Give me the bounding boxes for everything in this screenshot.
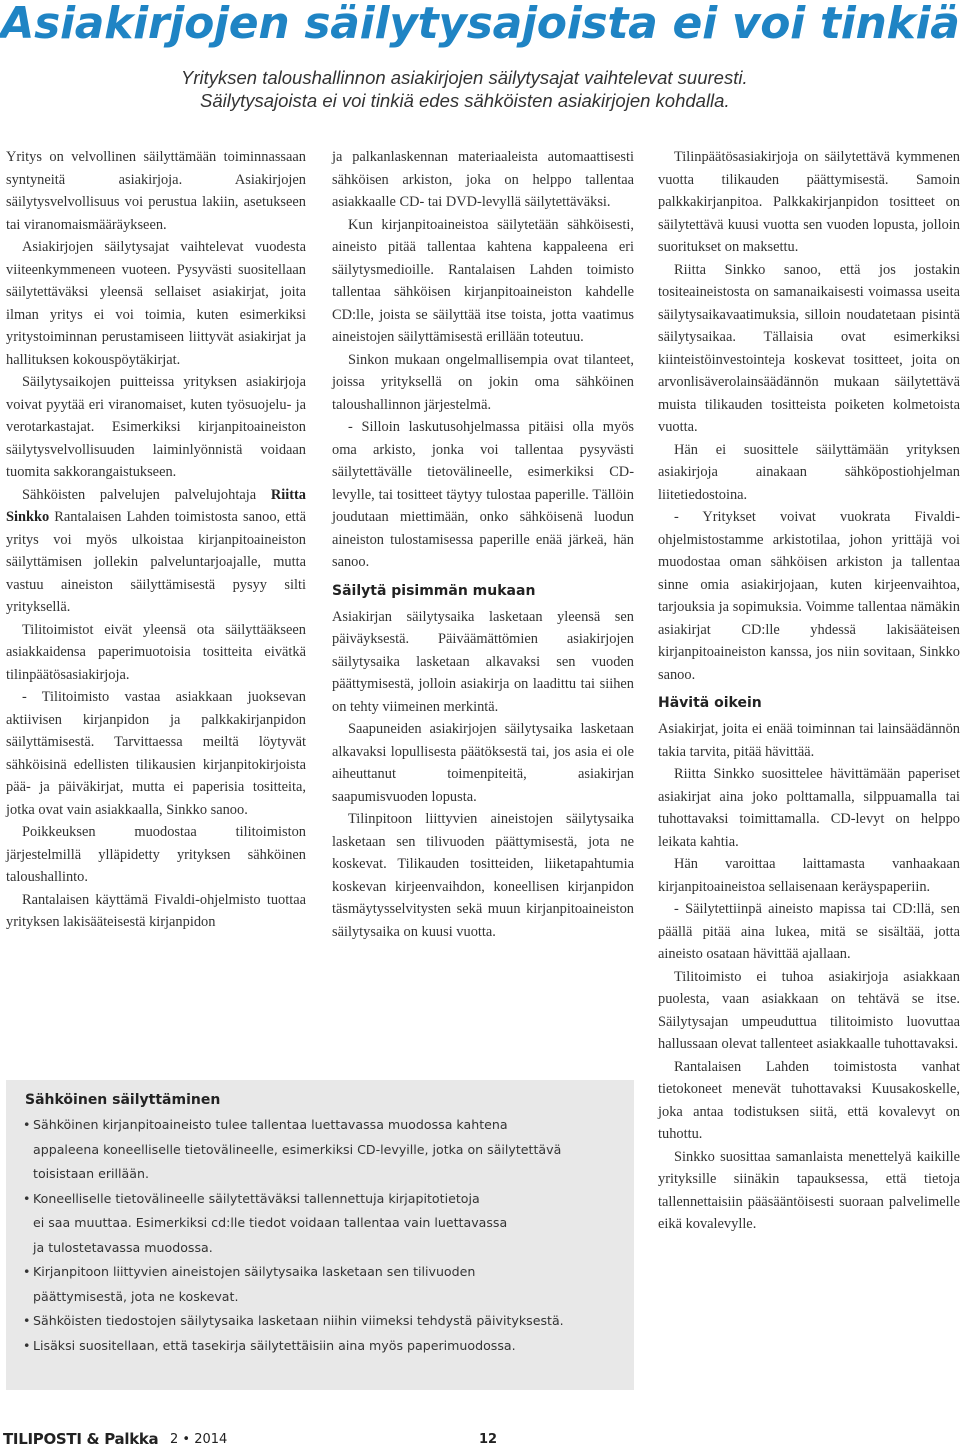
list-line: Sähköisten tiedostojen säilytysaika lasketaan niihin viimeksi tehdystä päivityksestä. <box>33 1313 564 1328</box>
bullet-icon: • <box>23 1337 31 1353</box>
paragraph: Saapuneiden asiakirjojen säilytysaika lasketaan alkavaksi lopullisesta päätöksestä tai, jos asia ei ole aiheuttanut toimenpiteitä, asiakirjan saapumisvuoden lopusta. <box>332 721 634 805</box>
column-3 <box>658 146 960 1236</box>
column-1 <box>6 146 306 934</box>
list-line: appaleena koneelliselle tietovälineelle, esimerkiksi CD-levyille, jotka on säilytettävä <box>33 1141 562 1157</box>
section-heading: Säilytä pisimmän mukaan <box>332 582 536 599</box>
paragraph: Asiakirjat, joita ei enää toiminnan tai lainsäädännön takia tarvita, pitää hävittää. <box>658 721 960 760</box>
paragraph: Asiakirjan säilytysaika lasketaan yleensä sen päiväyksestä. Päiväämättömien asiakirjojen säilytysaika lasketaan alkavaksi sen vuoden päättymisestä, jolloin asiakirja on laadittu tai siihen on tehty viimeinen merkintä. <box>332 608 634 715</box>
list-line: toisistaan erillään. <box>33 1166 149 1181</box>
list-item <box>24 1334 624 1359</box>
bullet-icon: • <box>23 1117 31 1132</box>
paragraph: - Yritykset voivat vuokrata Fivaldi-ohjelmistostamme arkistotilaa, johon yrittäjä voi muodostaa oman sähköisen arkiston ja tallentaa sinne omia asiakirjojaan, kuten kirjeenvaihtoa, tarjouksia ja sopimuksia. Voimme tallentaa nämäkin asiakirjat CD:lle yhdessä lakisääteisen kirjanpitoaineiston kanssa, jos niin sovitaan, Sinkko sanoo. <box>658 509 960 683</box>
paragraph: Sinkko suosittaa samanlaista menettelyä kaikille yrityksille siinäkin tapauksessa, että tietoja tallennettaisiin pääsääntöisesti suoraan palvelimelle eikä kovalevylle. <box>658 1148 960 1232</box>
list-line: Sähköinen kirjanpitoaineisto tulee tallentaa luettavassa muodossa kahtena <box>33 1117 508 1132</box>
paragraph: Säilytysaikojen puitteissa yrityksen asiakirjoja voivat pyytää eri viranomaiset, kuten työsuojelu- ja verotarkastajat. Esimerkiksi kirjanpitoaineiston säilytysvelvollisuuden laiminlyönnistä voidaan tuomita sakkorangaistukseen. <box>6 374 306 480</box>
info-box-title: Sähköinen säilyttäminen <box>25 1092 221 1108</box>
page-number: 12 <box>479 1432 498 1447</box>
paragraph: Asiakirjojen säilytysajat vaihtelevat vuodesta viiteenkymmeneen vuoteen. Pysyvästi suositellaan säilytettäväksi yleensä sellaiset asiakirjat, joita ilman yritys ei voi toimia, kuten esimerkiksi yritystoiminnan perustamiseen liittyvät asiakirjat ja hallituksen kokouspöytäkirjat. <box>6 239 306 368</box>
page-footer <box>0 1427 960 1453</box>
paragraph: Rantalaisen käyttämä Fivaldi-ohjelmisto tuottaa yrityksen lakisääteisestä kirjanpidon <box>6 891 306 930</box>
section-heading: Hävitä oikein <box>658 695 762 711</box>
paragraph: - Tilitoimisto vastaa asiakkaan juoksevan aktiivisen kirjanpidon ja palkkakirjanpidon säilyttämisestä. Tarvittaessa meiltä löytyvät sähköisinä edellisten tilikausien kirjanpitokirjoista pää- ja päiväkirjat, mutta ei paperisia tositteita, jotka ovat vain asiakkaalla, Sinkko sanoo. <box>6 689 306 818</box>
person-name: Riitta Sinkko <box>6 486 306 525</box>
lead-line-1: Yrityksen taloushallinnon asiakirjojen säilytysajat vaihtelevat suuresti. <box>181 67 748 88</box>
magazine-name: TILIPOSTI & Palkka <box>3 1430 159 1448</box>
lead-line-2: Säilytysajoista ei voi tinkiä edes sähköisten asiakirjojen kohdalla. <box>200 90 730 111</box>
paragraph <box>6 484 306 619</box>
list-item <box>24 1187 624 1261</box>
info-box <box>6 1080 634 1390</box>
paragraph-text: Sähköisten palvelujen palvelujohtaja <box>22 486 271 503</box>
column-2 <box>332 146 634 943</box>
paragraph: ja palkanlaskennan materiaaleista automaattisesti sähköisen arkiston, joka on helppo tallentaa asiakkaalle CD- tai DVD-levyllä säilytettäväksi. <box>332 149 634 210</box>
list-line: Kirjanpitoon liittyvien aineistojen säilytysaika lasketaan sen tilivuoden <box>33 1264 476 1279</box>
paragraph: - Säilytettiinpä aineisto mapissa tai CD:llä, sen päällä pitää aina lukea, mitä se sisältää, jotta aineisto osataan hävittää ajallaan. <box>658 901 960 962</box>
list-item <box>24 1260 624 1309</box>
paragraph: Riitta Sinkko suosittelee hävittämään paperiset asiakirjat aina joko polttamalla, silppuamalla tai tuhottavaksi toimittamalla. CD-levyt on helppo leikata kahtia. <box>658 766 960 850</box>
article-headline: Asiakirjojen säilytysajoista ei voi tinkiä <box>0 0 960 49</box>
paragraph: Tilinpäätösasiakirjoja on säilytettävä kymmenen vuotta tilikauden päättymisestä. Samoin palkkakirjanpitoa. Palkkakirjanpidon tositteet on säilytettävä kuusi vuotta sen vuoden lopusta, jolloin suoritukset on maksettu. <box>658 149 960 255</box>
info-box-list <box>24 1113 624 1358</box>
paragraph: - Silloin laskutusohjelmassa pitäisi olla myös oma arkisto, jonka voi tallentaa pysyvästi säilytettävälle tietovälineelle, esimerkiksi CD-levylle, tai tositteet täytyy tulostaa paperille. Tällöin joudutaan miettimään, onko sähköisenä luodun aineiston tulostamisessa paperille enää järkeä, hän sanoo. <box>332 419 634 570</box>
list-line: päättymisestä, jota ne koskevat. <box>33 1288 239 1304</box>
paragraph-text: Rantalaisen Lahden toimistosta sanoo, että yritys voi myös ulkoistaa kirjanpitoaineiston säilyttämisen jollekin palveluntarjoajalle, mutta vastuu aineiston säilyttämisestä pysyy silti yrityksellä. <box>6 509 306 615</box>
list-item <box>24 1309 624 1334</box>
paragraph: Poikkeuksen muodostaa tilitoimiston järjestelmillä ylläpidetty yrityksen sähköinen taloushallinto. <box>6 824 306 885</box>
paragraph: Sinkon mukaan ongelmallisempia ovat tilanteet, joissa yrityksellä on jokin oma sähköinen taloushallinnon järjestelmä. <box>332 351 634 413</box>
paragraph: Tilinpitoon liittyvien aineistojen säilytysaika lasketaan sen tilivuoden päättymisestä, jota ne koskevat. Tilikauden tositteiden, liiketapahtumia koskevan kirjeenvaihdon, koneellisen kirjanpidon täsmäytysselvitysten sekä muun kirjanpitoaineiston säilytysaika on kuusi vuotta. <box>332 811 634 940</box>
paragraph: Tilitoimisto ei tuhoa asiakirjoja asiakkaan puolesta, vaan asiakkaan on tehtävä se itse. Säilytysajan umpeuduttua tilitoimisto luovuttaa hallussaan olevat tallenteet asiakkaalle tuhottavaksi. <box>658 968 960 1052</box>
issue-number: 2 • 2014 <box>170 1432 228 1447</box>
list-item <box>24 1113 624 1187</box>
paragraph: Rantalaisen Lahden toimistosta vanhat tietokoneet menevät tuhottavaksi Kuusakoskelle, joka antaa todistuksen siitä, että kovalevyt on tuhottu. <box>658 1058 960 1142</box>
list-line: ja tulostetavassa muodossa. <box>33 1239 213 1255</box>
list-line: Koneelliselle tietovälineelle säilytettäväksi tallennettuja kirjapitotietoja <box>33 1190 480 1206</box>
paragraph: Kun kirjanpitoaineistoa säilytetään sähköisesti, aineisto pitää tallentaa kahtena kappaleena eri säilytysmedioille. Rantalaisen Lahden toimisto tallentaa sähköisen kirjanpitoaineiston kahdelle CD:lle, joista se säilyttää itse toista, jotta vaatimus aineistojen säilyttämisestä erillään toteutuu. <box>332 216 634 345</box>
paragraph: Hän ei suosittele säilyttämään yrityksen asiakirjoja ainakaan sähköpostiohjelman liitetiedostoina. <box>658 441 960 503</box>
list-line: Lisäksi suositellaan, että tasekirja säilytettäisiin aina myös paperimuodossa. <box>33 1337 516 1353</box>
list-line: ei saa muuttaa. Esimerkiksi cd:lle tiedot voidaan tallentaa vain luettavassa <box>33 1215 508 1230</box>
bullet-icon: • <box>23 1264 31 1279</box>
bullet-icon: • <box>23 1190 31 1206</box>
bullet-icon: • <box>23 1313 31 1328</box>
paragraph: Tilitoimistot eivät yleensä ota säilyttääkseen asiakkaidensa paperimuotoisia tositteita eivätkä tilinpäätösasiakirjoja. <box>6 621 306 683</box>
paragraph: Hän varoittaa laittamasta vanhaakaan kirjanpitoaineistoa sellaisenaan keräyspaperiin. <box>658 856 960 895</box>
paragraph: Yritys on velvollinen säilyttämään toiminnassaan syntyneitä asiakirjoja. Asiakirjojen säilytysvelvollisuus voi perustua lakiin, asetukseen tai viranomaismääräykseen. <box>6 149 306 233</box>
paragraph: Riitta Sinkko sanoo, että jos jostakin tositeaineistosta on samanaikaisesti voimassa useita säilytysaikavaatimuksia, silloin noudatetaan pisintä säilytysaikaa. Tällaisia ovat esimerkiksi kiinteistöinvestointeja koskevat tositteet, joita on arvonlisäverolainsäädännön mukaan säilytettävä muista tilikauden tositteista poiketen kolmetoista vuotta. <box>658 261 960 435</box>
